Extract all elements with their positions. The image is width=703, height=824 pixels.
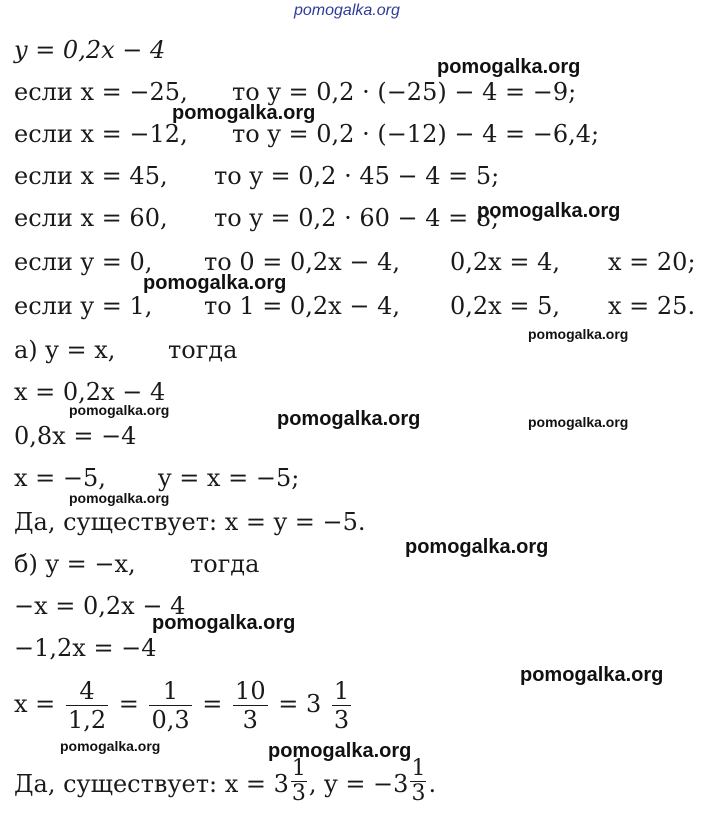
condition-text: если y = 1, bbox=[14, 292, 153, 320]
watermark: pomogalka.org bbox=[268, 740, 412, 762]
watermark: pomogalka.org bbox=[152, 612, 296, 634]
denominator: 0,3 bbox=[151, 706, 190, 734]
numerator: 4 bbox=[66, 677, 108, 706]
fraction-equation bbox=[14, 674, 354, 734]
watermark: pomogalka.org bbox=[60, 738, 161, 754]
equation-text: y = 0,2x − 4 bbox=[14, 36, 166, 64]
watermark: pomogalka.org bbox=[528, 414, 629, 430]
case-label: б) y = −x, bbox=[14, 550, 136, 578]
condition-text: если x = −12, bbox=[14, 120, 188, 148]
answer-text: Да, существует: x = y = −5. bbox=[14, 508, 366, 536]
watermark: pomogalka.org bbox=[277, 408, 421, 430]
numerator: 1 bbox=[411, 756, 426, 781]
answer-text: , y = −3 bbox=[308, 770, 409, 798]
denominator: 1,2 bbox=[67, 706, 107, 734]
result-text: x = 25. bbox=[608, 292, 696, 320]
watermark: pomogalka.org bbox=[520, 664, 664, 686]
numerator: 1 bbox=[333, 677, 350, 705]
watermark-top: pomogalka.org bbox=[294, 2, 400, 19]
equals-sign: = 3 bbox=[278, 690, 322, 718]
equation-text: x = bbox=[14, 690, 56, 718]
watermark: pomogalka.org bbox=[437, 56, 581, 78]
result-text: то 1 = 0,2x − 4, bbox=[204, 292, 400, 320]
result-text: x = 20; bbox=[608, 248, 696, 276]
result-text: то y = 0,2 · 45 − 4 = 5; bbox=[214, 162, 500, 190]
condition-text: если x = 60, bbox=[14, 204, 168, 232]
numerator: 1 bbox=[291, 756, 306, 781]
fraction bbox=[233, 677, 268, 734]
case-label: а) y = x, bbox=[14, 336, 116, 364]
equation-text: −1,2x = −4 bbox=[14, 634, 157, 662]
watermark: pomogalka.org bbox=[405, 536, 549, 558]
case-word: тогда bbox=[168, 336, 238, 364]
final-answer bbox=[14, 758, 436, 810]
numerator: 10 bbox=[235, 677, 266, 705]
equation-text: x = −5, bbox=[14, 464, 106, 492]
fraction bbox=[291, 757, 307, 806]
result-text: 0,2x = 5, bbox=[450, 292, 560, 320]
watermark: pomogalka.org bbox=[143, 272, 287, 294]
denominator: 3 bbox=[291, 781, 306, 806]
answer-text: . bbox=[428, 770, 437, 798]
result-text: то 0 = 0,2x − 4, bbox=[204, 248, 400, 276]
fraction bbox=[410, 757, 426, 806]
result-text: 0,2x = 4, bbox=[450, 248, 560, 276]
condition-text: если y = 0, bbox=[14, 248, 153, 276]
denominator: 3 bbox=[333, 706, 350, 734]
result-text: то y = 0,2 · (−12) − 4 = −6,4; bbox=[232, 120, 600, 148]
fraction bbox=[66, 677, 108, 734]
numerator: 1 bbox=[149, 677, 191, 706]
equation-text: y = x = −5; bbox=[158, 464, 300, 492]
watermark: pomogalka.org bbox=[528, 326, 629, 342]
condition-text: если x = 45, bbox=[14, 162, 168, 190]
condition-text: если x = −25, bbox=[14, 78, 188, 106]
equals-sign: = bbox=[118, 690, 139, 718]
watermark: pomogalka.org bbox=[69, 490, 170, 506]
equation-text: −x = 0,2x − 4 bbox=[14, 592, 186, 620]
result-text: то y = 0,2 · (−25) − 4 = −9; bbox=[232, 78, 577, 106]
watermark: pomogalka.org bbox=[477, 200, 621, 222]
equation-text: 0,8x = −4 bbox=[14, 422, 137, 450]
watermark: pomogalka.org bbox=[172, 102, 316, 124]
fraction bbox=[149, 677, 191, 734]
equals-sign: = bbox=[202, 690, 223, 718]
fraction bbox=[332, 677, 351, 734]
equation-text: x = 0,2x − 4 bbox=[14, 378, 166, 406]
result-text: то y = 0,2 · 60 − 4 = 8; bbox=[214, 204, 500, 232]
denominator: 3 bbox=[411, 781, 426, 806]
case-word: тогда bbox=[190, 550, 260, 578]
answer-text: Да, существует: x = 3 bbox=[14, 770, 289, 798]
watermark: pomogalka.org bbox=[69, 402, 170, 418]
denominator: 3 bbox=[242, 706, 258, 734]
